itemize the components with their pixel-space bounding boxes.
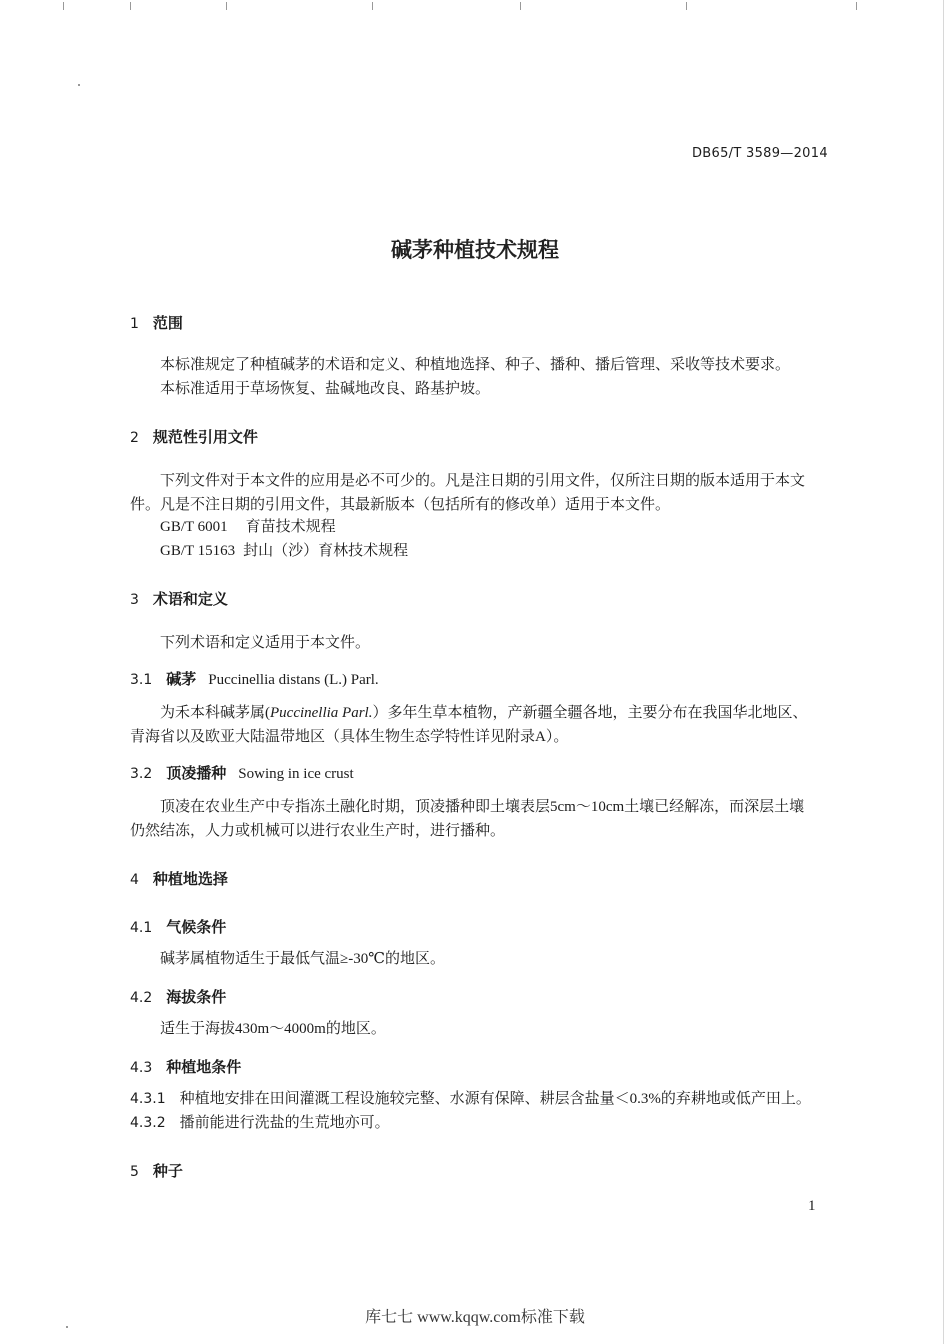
scan-mark: [63, 2, 64, 10]
term-name: 顶凌播种: [166, 764, 227, 782]
scan-mark: [520, 2, 521, 10]
section-3-heading: [130, 588, 228, 609]
term-number: 3.2: [130, 766, 153, 782]
definition-text: 为禾本科碱茅属(: [160, 705, 270, 721]
section-title: 种植地选择: [152, 870, 228, 888]
list-item: [130, 1088, 811, 1110]
scan-edge-line: [943, 0, 944, 1344]
page-number: 1: [808, 1198, 816, 1214]
reference-code: GB/T 15163: [160, 543, 236, 559]
section-2-heading: [130, 426, 258, 447]
paragraph: 件。凡是不注日期的引用文件，其最新版本（包括所有的修改单）适用于本文件。: [130, 497, 671, 513]
paragraph: 下列文件对于本文件的应用是必不可少的。凡是注日期的引用文件，仅所注日期的版本适用于本文: [160, 473, 806, 489]
scan-mark: [372, 2, 373, 10]
item-text: 播前能进行洗盐的生荒地亦可。: [179, 1115, 390, 1131]
document-title: 碱茅种植技术规程: [391, 238, 559, 262]
section-number: 2: [130, 430, 139, 446]
section-title: 种子: [152, 1162, 183, 1180]
term-english: Sowing in ice crust: [238, 766, 354, 782]
term-name: 碱茅: [166, 670, 197, 688]
paragraph: 本标准适用于草场恢复、盐碱地改良、路基护坡。: [160, 381, 491, 397]
section-number: 3: [130, 592, 139, 608]
list-item: [130, 1112, 390, 1134]
reference-name: 育苗技术规程: [245, 519, 336, 535]
reference-name: 封山（沙）育林技术规程: [243, 543, 409, 559]
scan-mark: [686, 2, 687, 10]
footer-watermark: 库七七 www.kqqw.com标准下载: [365, 1309, 585, 1326]
definition-text: ）多年生草本植物，产新疆全疆各地，主要分布在我国华北地区、: [372, 705, 808, 721]
section-title: 范围: [152, 314, 183, 332]
document-code: DB65/T 3589—2014: [692, 146, 828, 161]
subsection-title: 种植地条件: [166, 1058, 242, 1076]
item-text: 种植地安排在田间灌溉工程设施较完整、水源有保障、耕层含盐量＜0.3%的弃耕地或低产田上。: [179, 1091, 811, 1107]
scan-speck: [78, 84, 80, 86]
subsection-number: 4.3: [130, 1060, 153, 1076]
section-1-heading: [130, 312, 183, 333]
subsection-title: 气候条件: [166, 918, 227, 936]
section-4-heading: [130, 868, 228, 889]
item-number: 4.3.2: [130, 1115, 166, 1131]
scan-mark: [856, 2, 857, 10]
scan-mark: [226, 2, 227, 10]
term-3-1-heading: [130, 668, 379, 689]
paragraph: 顶凌在农业生产中专指冻土融化时期，顶凌播种即土壤表层5cm～10cm土壤已经解冻，而深层土壤: [160, 799, 805, 815]
paragraph: 本标准规定了种植碱茅的术语和定义、种植地选择、种子、播种、播后管理、采收等技术要求。: [160, 357, 791, 373]
paragraph: 下列术语和定义适用于本文件。: [160, 635, 371, 651]
subsection-title: 海拔条件: [166, 988, 227, 1006]
subsection-number: 4.1: [130, 920, 153, 936]
reference-item: [160, 540, 408, 562]
paragraph: 适生于海拔430m～4000m的地区。: [160, 1021, 386, 1037]
subsection-4-3-heading: [130, 1056, 241, 1077]
section-title: 术语和定义: [152, 590, 228, 608]
paragraph: 青海省以及欧亚大陆温带地区（具体生物生态学特性详见附录A）。: [130, 729, 569, 745]
section-number: 4: [130, 872, 139, 888]
term-english: Puccinellia distans (L.) Parl.: [208, 672, 379, 688]
section-number: 5: [130, 1164, 139, 1180]
term-number: 3.1: [130, 672, 153, 688]
section-5-heading: [130, 1160, 183, 1181]
latin-name: Puccinellia Parl.: [270, 705, 373, 721]
subsection-4-2-heading: [130, 986, 226, 1007]
subsection-number: 4.2: [130, 990, 153, 1006]
reference-code: GB/T 6001: [160, 519, 228, 535]
paragraph: [160, 702, 808, 724]
section-title: 规范性引用文件: [152, 428, 258, 446]
section-number: 1: [130, 316, 139, 332]
scan-mark: [130, 2, 131, 10]
paragraph: 仍然结冻，人力或机械可以进行农业生产时，进行播种。: [130, 823, 506, 839]
reference-item: [160, 516, 336, 538]
subsection-4-1-heading: [130, 916, 226, 937]
paragraph: 碱茅属植物适生于最低气温≥-30℃的地区。: [160, 951, 446, 967]
term-3-2-heading: [130, 762, 354, 783]
item-number: 4.3.1: [130, 1091, 166, 1107]
